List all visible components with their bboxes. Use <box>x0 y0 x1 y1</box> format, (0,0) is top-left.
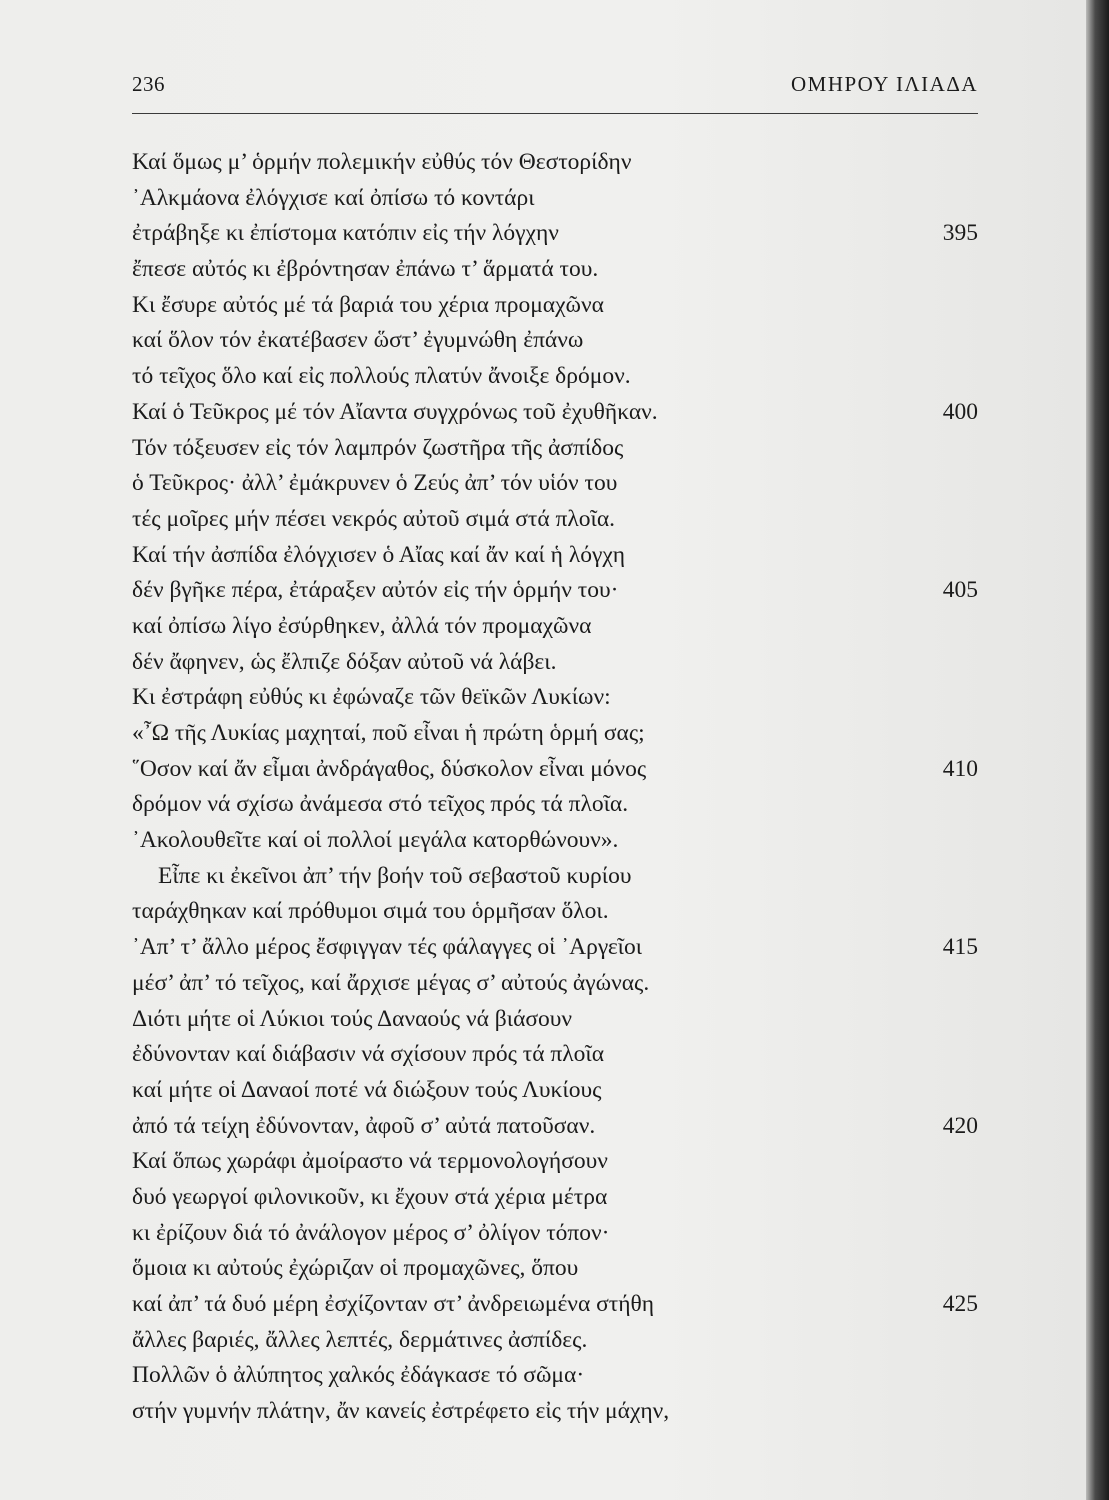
verse-line-text: ὁ Τεῦκρος· ἀλλ’ ἐμάκρυνεν ὁ Ζεύς ἀπ’ τόν υἱόν του <box>132 470 618 497</box>
verse-line <box>132 252 978 288</box>
verse-line <box>132 609 978 645</box>
verse-line-text: Τόν τόξευσεν εἰς τόν λαμπρόν ζωστῆρα τῆς ἀσπίδος <box>132 434 624 461</box>
verse-line <box>132 1323 978 1359</box>
verse-line-text: ἔπεσε αὐτός κι ἐβρόντησαν ἐπάνω τ’ ἅρματά του. <box>132 256 599 283</box>
verse-line-text: ταράχθηκαν καί πρόθυμοι σιμά του ὁρμῆσαν ὅλοι. <box>132 898 609 925</box>
verse-line <box>132 1180 978 1216</box>
header-rule <box>132 113 978 114</box>
verse-line <box>132 573 978 609</box>
verse-line <box>132 1109 978 1145</box>
verse-line <box>132 1073 978 1109</box>
verse-line <box>132 466 978 502</box>
verse-line <box>132 680 978 716</box>
verse-line-text: ᾿Ακολουθεῖτε καί οἱ πολλοί μεγάλα κατορθώνουν». <box>132 827 619 854</box>
verse-line <box>132 752 978 788</box>
verse-line-text: ᾿Αλκμάονα ἐλόγχισε καί ὀπίσω τό κοντάρι <box>132 184 535 211</box>
verse-line <box>132 323 978 359</box>
verse-line <box>132 1251 978 1287</box>
verse-line-text: τές μοῖρες μήν πέσει νεκρός αὐτοῦ σιμά στά πλοῖα. <box>132 505 616 532</box>
verse-line <box>132 859 978 895</box>
verse-line <box>132 431 978 467</box>
verse-line-text: «῏Ω τῆς Λυκίας μαχηταί, ποῦ εἶναι ἡ πρώτη ὁρμή σας; <box>132 720 645 746</box>
binding-shadow <box>1086 0 1109 1500</box>
verse-line <box>132 1394 978 1430</box>
verse-line-text: ὅμοια κι αὐτούς ἐχώριζαν οἱ προμαχῶνες, ὅπου <box>132 1255 579 1282</box>
verse-line <box>132 359 978 395</box>
line-number: 415 <box>942 934 978 961</box>
verse-text <box>132 145 978 1430</box>
line-number: 420 <box>942 1112 978 1139</box>
verse-line <box>132 181 978 217</box>
verse-line <box>132 1144 978 1180</box>
verse-line <box>132 1037 978 1073</box>
line-number: 425 <box>942 1291 978 1317</box>
verse-line <box>132 1216 978 1252</box>
verse-line-text: κι ἐρίζουν διά τό ἀνάλογον μέρος σ’ ὀλίγον τόπον· <box>132 1219 610 1246</box>
verse-line <box>132 645 978 681</box>
verse-line <box>132 538 978 574</box>
verse-line-text: ἄλλες βαριές, ἄλλες λεπτές, δερμάτινες ἀσπίδες. <box>132 1326 588 1353</box>
verse-line <box>132 1358 978 1394</box>
verse-line-text: Καί τήν ἀσπίδα ἐλόγχισεν ὁ Αἴας καί ἄν καί ἡ λόγχη <box>132 541 626 568</box>
verse-line-text: στήν γυμνήν πλάτην, ἄν κανείς ἐστρέφετο εἰς τήν μάχην, <box>132 1398 670 1425</box>
verse-line-text: ᾿Απ’ τ’ ἄλλο μέρος ἔσφιγγαν τές φάλαγγες οἱ ᾿Αργεῖοι <box>132 934 643 961</box>
verse-line-text: ἐδύνονταν καί διάβασιν νά σχίσουν πρός τά πλοῖα <box>132 1041 605 1068</box>
verse-line <box>132 930 978 966</box>
line-number: 395 <box>942 220 978 247</box>
line-number: 400 <box>942 398 978 425</box>
verse-line <box>132 288 978 324</box>
verse-line-text: καί ἀπ’ τά δυό μέρη ἐσχίζονταν στ’ ἀνδρειωμένα στήθη <box>132 1291 655 1317</box>
verse-line-text: Κι ἐστράφη εὐθύς κι ἐφώναζε τῶν θεϊκῶν Λυκίων: <box>132 684 611 711</box>
verse-line-text: ἀπό τά τείχη ἐδύνονταν, ἀφοῦ σ’ αὐτά πατοῦσαν. <box>132 1112 596 1139</box>
verse-line <box>132 894 978 930</box>
verse-line-text: καί ὀπίσω λίγο ἐσύρθηκεν, ἀλλά τόν προμαχῶνα <box>132 612 592 639</box>
verse-line-text: Καί ὅμως μ’ ὁρμήν πολεμικήν εὐθύς τόν Θεστορίδην <box>132 149 632 175</box>
verse-line-text: δυό γεωργοί φιλονικοῦν, κι ἔχουν στά χέρια μέτρα <box>132 1183 608 1210</box>
book-title: ΟΜΗΡΟΥ ΙΛΙΑΔΑ <box>791 72 978 96</box>
verse-line-text: Καί ὁ Τεῦκρος μέ τόν Αἴαντα συγχρόνως τοῦ ἐχυθῆκαν. <box>132 398 658 425</box>
verse-line-text: μέσ’ ἀπ’ τό τεῖχος, καί ἄρχισε μέγας σ’ αὐτούς ἀγώνας. <box>132 969 650 996</box>
running-head <box>132 72 978 106</box>
verse-line-text: δέν ἄφηνεν, ὡς ἔλπιζε δόξαν αὐτοῦ νά λάβει. <box>132 648 557 675</box>
verse-line <box>132 145 978 181</box>
verse-line-text: δέν βγῆκε πέρα, ἐτάραξεν αὐτόν εἰς τήν ὁρμήν του· <box>132 577 619 604</box>
verse-line-text: Καί ὅπως χωράφι ἀμοίραστο νά τερμονολογήσουν <box>132 1148 608 1175</box>
verse-line <box>132 395 978 431</box>
line-number: 405 <box>942 577 978 604</box>
verse-line <box>132 1002 978 1038</box>
verse-line <box>132 787 978 823</box>
verse-line <box>132 716 978 752</box>
verse-line <box>132 823 978 859</box>
verse-line-text: Κι ἔσυρε αὐτός μέ τά βαριά του χέρια προμαχῶνα <box>132 291 604 318</box>
verse-line-text: καί μήτε οἱ Δαναοί ποτέ νά διώξουν τούς Λυκίους <box>132 1076 602 1103</box>
verse-line-text: καί ὅλον τόν ἐκατέβασεν ὥστ’ ἐγυμνώθη ἐπάνω <box>132 327 584 354</box>
verse-line <box>132 966 978 1002</box>
verse-line-text: δρόμον νά σχίσω ἀνάμεσα στό τεῖχος πρός τά πλοῖα. <box>132 791 629 818</box>
verse-line <box>132 1287 978 1323</box>
verse-line-text: Διότι μήτε οἱ Λύκιοι τούς Δαναούς νά βιάσουν <box>132 1005 573 1032</box>
verse-line-text: ἐτράβηξε κι ἐπίστομα κατόπιν εἰς τήν λόγχην <box>132 220 559 247</box>
page-number: 236 <box>132 72 165 96</box>
line-number: 410 <box>942 755 978 782</box>
verse-line <box>132 216 978 252</box>
verse-line-text: Πολλῶν ὁ ἀλύπητος χαλκός ἐδάγκασε τό σῶμα· <box>132 1362 585 1389</box>
verse-line-text: Εἶπε κι ἐκεῖνοι ἀπ’ τήν βοήν τοῦ σεβαστοῦ κυρίου <box>158 862 632 889</box>
verse-line-text: τό τεῖχος ὅλο καί εἰς πολλούς πλατύν ἄνοιξε δρόμον. <box>132 363 631 390</box>
verse-line-text: ῞Οσον καί ἄν εἶμαι ἀνδράγαθος, δύσκολον εἶναι μόνος <box>132 755 647 782</box>
verse-line <box>132 502 978 538</box>
